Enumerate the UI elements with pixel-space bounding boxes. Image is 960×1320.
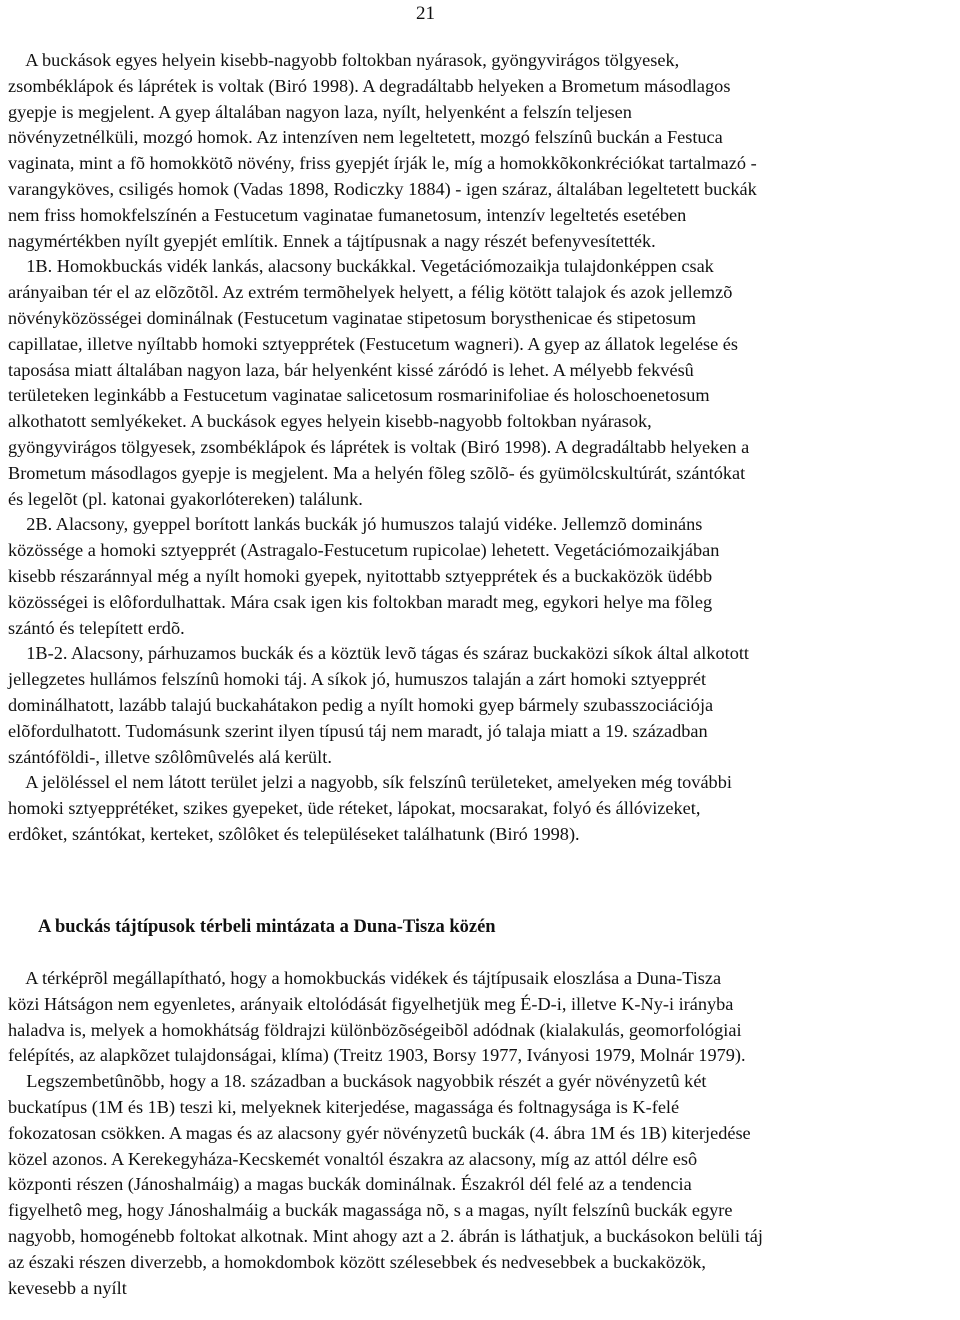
text-line: dominálhatott, lazább talajú buckahátakon pedig a nyílt homoki gyep bármely szubasszociációja xyxy=(8,694,714,715)
text-line: 1B-2. Alacsony, párhuzamos buckák és a köztük levõ tágas és száraz buckaközi síkok által alkotott xyxy=(8,643,750,664)
text-line: szántó és telepített erdõ. xyxy=(8,617,185,638)
body-text-block-1 xyxy=(8,48,954,848)
text-line: közi Hátságon nem egyenletes, arányaik eltolódását figyelhetjük meg É-D-i, illetve K-Ny-i irányba xyxy=(8,993,734,1014)
text-line: 1B. Homokbuckás vidék lankás, alacsony buckákkal. Vegetációmozaikja tulajdonképpen csak xyxy=(8,256,714,277)
text-line: A buckások egyes helyein kisebb-nagyobb foltokban nyárasok, gyöngyvirágos tölgyesek, xyxy=(8,50,680,70)
text-line: homoki sztyepprétéket, szikes gyepeket, üde réteket, lápokat, mocsarakat, folyó és állóvizeket, xyxy=(8,798,701,819)
text-line: elõfordulhatott. Tudomásunk szerint ilyen típusú táj nem maradt, jó talaja miatt a 19. században xyxy=(8,720,708,741)
body-text-block-2 xyxy=(8,966,954,1301)
text-line: szántóföldi-, illetve szôlômûvelés alá került. xyxy=(8,746,332,767)
page-number: 21 xyxy=(416,3,435,24)
text-line: haladva is, melyek a homokhátság földrajzi különbözõségeibõl adódnak (kialakulás, geomorfológiai xyxy=(8,1019,742,1040)
text-line: buckatípus (1M és 1B) teszi ki, melyeknek kiterjedése, magassága és foltnagysága is K-felé xyxy=(8,1096,680,1117)
text-line: A jelöléssel el nem látott terület jelzi a nagyobb, sík felszínû területeket, amelyeken még további xyxy=(8,772,732,793)
text-line: figyelhetô meg, hogy Jánoshalmáig a buckák magassága nõ, s a magas, nyílt felszínû buckák egyre xyxy=(8,1200,733,1221)
text-line: kisebb részaránnyal még a nyílt homoki gyepek, nyitottabb sztyepprétek és a buckaközök üdébb xyxy=(8,565,713,586)
text-line: nem friss homokfelszínén a Festucetum vaginatae fumanetosum, intenzív legeltetés esetében xyxy=(8,204,687,225)
text-line: nagyobb, homogénebb foltokat alkotnak. Mint ahogy azt a 2. ábrán is láthatjuk, a buckásokon belüli táj xyxy=(8,1225,763,1246)
text-line: központi részen (Jánoshalmáig) a magas buckák dominálnak. Északról dél felé az a tendencia xyxy=(8,1174,692,1195)
section-heading: A buckás tájtípusok térbeli mintázata a Duna-Tisza közén xyxy=(38,917,496,937)
text-line: gyöngyvirágos tölgyesek, zsombéklápok és láprétek is voltak (Biró 1998). A degradáltabb helyeken a xyxy=(8,436,750,457)
text-line: capillatae, illetve nyíltabb homoki sztyepprétek (Festucetum wagneri). A gyep az állatok legelése és xyxy=(8,333,738,354)
text-line: Brometum másodlagos gyepje is megjelent. Ma a helyén fõleg szõlõ- és gyümölcskultúrát, szántókat xyxy=(8,462,746,483)
text-line: arányaiban tér el az elõzõtõl. Az extrém termõhelyek helyett, a félig kötött talajok és azok jellemzõ xyxy=(8,282,733,303)
text-line: közel azonos. A Kerekegyháza-Kecskemét vonaltól északra az alacsony, míg az attól délre esô xyxy=(8,1148,698,1169)
text-line: varangyköves, csiligés homok (Vadas 1898, Rodiczky 1884) - igen száraz, általában legeltetett buckák xyxy=(8,178,757,199)
text-line: jellegzetes hullámos felszínû homoki táj. A síkok jó, humuszos talaján a zárt homoki sztyepprét xyxy=(8,669,707,690)
text-line: és legelõt (pl. katonai gyakorlótereken) találunk. xyxy=(8,488,363,509)
text-line: fokozatosan csökken. A magas és az alacsony gyér növényzetû buckák (4. ábra 1M és 1B) kiterjedése xyxy=(8,1122,751,1143)
text-line: Legszembetûnõbb, hogy a 18. században a buckások nagyobbik részét a gyér növényzetû két xyxy=(8,1071,707,1092)
text-line: területeken leginkább a Festucetum vaginatae salicetosum rosmarinifoliae és holoschoenetosum xyxy=(8,385,710,406)
text-line: zsombéklápok és láprétek is voltak (Biró 1998). A degradáltabb helyeken a Brometum másodlagos xyxy=(8,75,731,96)
text-line: növényzetnélküli, mozgó homok. Az intenzíven nem legeltetett, mozgó felszínû buckán a Festuca xyxy=(8,127,723,148)
text-line: 2B. Alacsony, gyeppel borított lankás buckák jó humuszos talajú vidéke. Jellemzõ domináns xyxy=(8,514,703,535)
text-line: erdôket, szántókat, kerteket, szôlôket és településeket találhatunk (Biró 1998). xyxy=(8,823,580,844)
text-line: közössége a homoki sztyepprét (Astragalo-Festucetum rupicolae) lehetett. Vegetációmozaikjában xyxy=(8,540,720,561)
text-line: felépítés, az alapkõzet tulajdonságai, klíma) (Treitz 1903, Borsy 1977, Iványosi 1979, Molnár 1979). xyxy=(8,1045,746,1066)
text-line: gyepje is megjelent. A gyep általában nagyon laza, nyílt, helyenként a felszín teljesen xyxy=(8,101,632,122)
text-line: kevesebb a nyílt xyxy=(8,1277,127,1298)
text-line: nagymértékben nyílt gyepjét említik. Ennek a tájtípusnak a nagy részét befenyvesítették. xyxy=(8,230,656,251)
text-line: A térképrõl megállapítható, hogy a homokbuckás vidékek és tájtípusaik eloszlása a Duna-Tisza xyxy=(8,968,722,988)
text-line: alkothatott semlyékeket. A buckások egyes helyein kisebb-nagyobb foltokban nyárasok, xyxy=(8,411,652,432)
text-line: növényközösségei dominálnak (Festucetum vaginatae stipetosum borysthenicae és stipetosum xyxy=(8,307,696,328)
text-line: az északi részen diverzebb, a homokdombok között szélesebbek és nedvesebbek a buckaközök, xyxy=(8,1251,706,1272)
text-line: taposása miatt általában nagyon laza, bár helyenként kissé záródó is lehet. A mélyebb fekvésû xyxy=(8,359,694,380)
text-line: vaginata, mint a fõ homokkötõ növény, friss gyepjét írják le, míg a homokkõkonkréciókat tartalmazó - xyxy=(8,153,757,174)
text-line: közösségei is elôfordulhattak. Mára csak igen kis foltokban maradt meg, egykori helye ma fõleg xyxy=(8,591,713,612)
